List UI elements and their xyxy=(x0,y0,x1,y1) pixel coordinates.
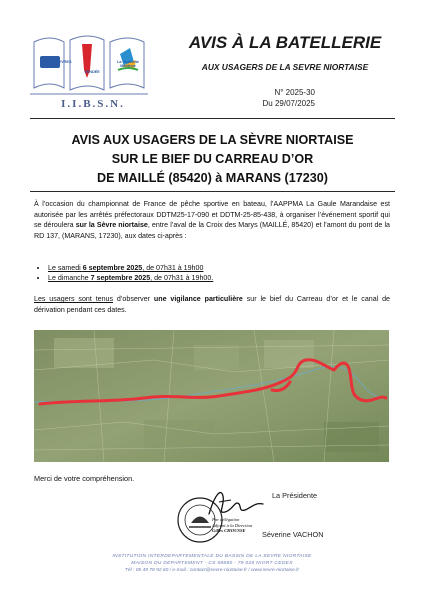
intro-text-c: , entre l’aval de la Croix des Marys (MAILLÉ, 85420) et l’amont du pont de la RD 137, (MARANS, 17230), aux dates ci-après : xyxy=(34,221,391,240)
intro-text-a: À l’occasion du championnat de France de pêche sportive en bateau, l’AAPPMA La Gaule Marandaise est autorisée par les arrêtés préfectoraux DDTM25-17-090 et DDTM-25-85-438, à organiser l’événement sportif qui se déroulera xyxy=(34,200,390,230)
header-divider xyxy=(30,118,395,119)
date2-day: 7 septembre 2025 xyxy=(90,274,151,283)
reference-number: N° 2025-30 xyxy=(274,88,315,97)
flag-label-charente-maritime: La Charente Maritime xyxy=(117,60,139,68)
delegation-line-3: Gilles CHOUSSE xyxy=(212,528,246,534)
dates-list xyxy=(34,263,404,284)
thanks-text: Merci de votre compréhension. xyxy=(34,474,135,483)
flag-label-vendee: VENDÉE xyxy=(84,70,100,74)
headline-line-2: SUR LE BIEF DU CARREAU D’OR xyxy=(111,152,314,166)
vigilance-text-d: sur le bief du Carreau d’or et le canal de dérivation pendant ces dates. xyxy=(34,295,390,314)
delegation-line-2: Adjoint à la Direction xyxy=(212,522,253,528)
date1-time: , de 07h31 à 19h00 xyxy=(142,264,204,272)
route-map xyxy=(34,330,389,462)
footer-address: MAISON DU DEPARTEMENT - CS 58880 - 79 028 NIORT CEDEX xyxy=(131,561,293,566)
headline-line-1: AVIS AUX USAGERS DE LA SÈVRE NIORTAISE xyxy=(71,133,354,147)
vigilance-text-a: Les usagers sont tenus xyxy=(34,295,114,303)
headline-line-3: DE MAILLÉ (85420) à MARANS (17230) xyxy=(97,171,328,185)
date2-prefix: Le dimanche xyxy=(48,274,91,283)
flag-label-deux-sevres: DEUX SÈVRES xyxy=(44,60,72,64)
intro-paragraph xyxy=(34,199,390,241)
headline-divider xyxy=(30,191,395,192)
footer-contact: Tél : 05 49 78 92 60 / e-mail : contact@sevre-niortaise.fr / www.sevre-niortaise.fr xyxy=(124,568,300,573)
reference-date: Du 29/07/2025 xyxy=(262,99,315,108)
signatory-name: Séverine VACHON xyxy=(262,530,324,539)
footer-institution: INSTITUTION INTERDEPARTEMENTALE DU BASSIN DE LA SEVRE NIORTAISE xyxy=(112,554,312,559)
vigilance-text-c: une vigilance particulière xyxy=(153,295,243,303)
vigilance-paragraph xyxy=(34,294,390,315)
delegation-line-1: Par délégation xyxy=(212,517,240,522)
date1-prefix: Le samedi xyxy=(48,264,83,272)
signatory-role: La Présidente xyxy=(272,491,318,500)
date2-time: , de 07h31 à 19h00. xyxy=(150,274,214,283)
page-subtitle: AUX USAGERS DE LA SEVRE NIORTAISE xyxy=(201,62,369,72)
org-acronym: I.I.B.S.N. xyxy=(61,98,125,110)
date1-day: 6 septembre 2025 xyxy=(82,264,143,272)
list-item xyxy=(48,273,404,283)
list-item xyxy=(48,263,404,273)
page-title: AVIS À LA BATELLERIE xyxy=(188,33,382,52)
intro-text-river: sur la Sèvre niortaise xyxy=(75,221,148,230)
vigilance-text-b: d’observer xyxy=(113,295,154,303)
